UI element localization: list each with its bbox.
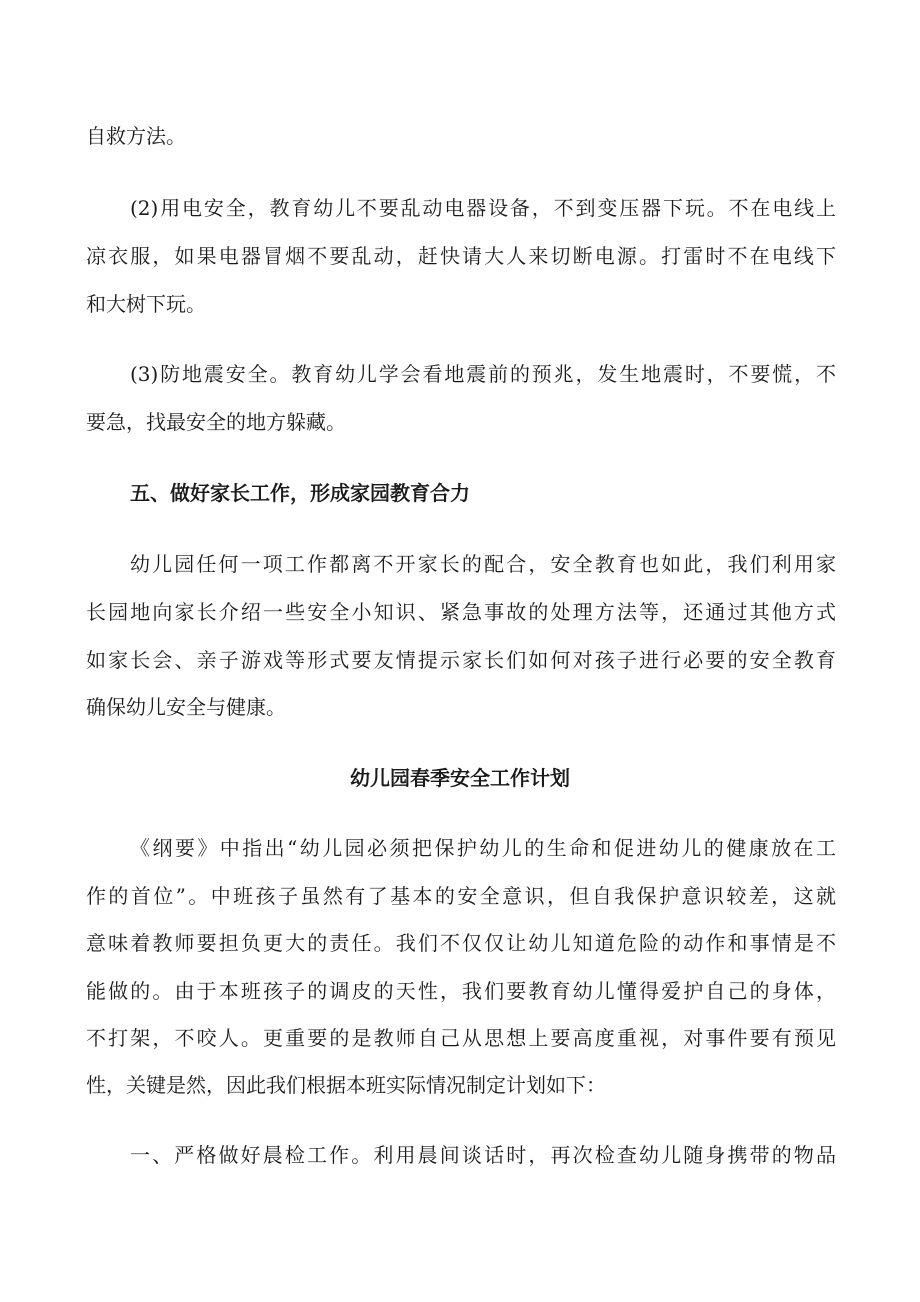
paragraph-line: 幼儿园任何一项工作都离不开家长的配合，安全教育也如此，我们利用家 [130, 552, 836, 576]
paragraph-line: (3)防地震安全。教育幼儿学会看地震前的预兆，发生地震时，不要慌，不 [130, 362, 836, 386]
document-title: 幼儿园春季安全工作计划 [350, 766, 570, 790]
paragraph-line: 不打架，不咬人。更重要的是教师自己从思想上要高度重视，对事件要有预见 [86, 1026, 836, 1050]
paragraph-line: 性，关键是然，因此我们根据本班实际情况制定计划如下： [86, 1073, 606, 1097]
paragraph-line: 自救方法。 [86, 124, 186, 148]
paragraph-line: 如家长会、亲子游戏等形式要友情提示家长们如何对孩子进行必要的安全教育 [86, 648, 836, 672]
paragraph-line: 《纲要》中指出“幼儿园必须把保护幼儿的生命和促进幼儿的健康放在工 [130, 836, 836, 860]
paragraph-line: (2)用电安全，教育幼儿不要乱动电器设备，不到变压器下玩。不在电线上 [130, 196, 836, 220]
paragraph-line: 和大树下玩。 [86, 292, 206, 316]
paragraph-line: 确保幼儿安全与健康。 [86, 695, 286, 719]
section-heading: 五、做好家长工作，形成家园教育合力 [130, 481, 470, 505]
paragraph-line: 长园地向家长介绍一些安全小知识、紧急事故的处理方法等，还通过其他方式 [86, 600, 836, 624]
paragraph-line: 凉衣服，如果电器冒烟不要乱动，赶快请大人来切断电源。打雷时不在电线下 [86, 244, 836, 268]
paragraph-line: 要急，找最安全的地方躲藏。 [86, 410, 346, 434]
paragraph-line: 能做的。由于本班孩子的调皮的天性，我们要教育幼儿懂得爱护自己的身体， [86, 979, 836, 1003]
paragraph-line: 一、严格做好晨检工作。利用晨间谈话时，再次检查幼儿随身携带的物品 [130, 1143, 836, 1167]
paragraph-line: 作的首位”。中班孩子虽然有了基本的安全意识，但自我保护意识较差，这就 [86, 884, 836, 908]
paragraph-line: 意味着教师要担负更大的责任。我们不仅仅让幼儿知道危险的动作和事情是不 [86, 931, 836, 955]
